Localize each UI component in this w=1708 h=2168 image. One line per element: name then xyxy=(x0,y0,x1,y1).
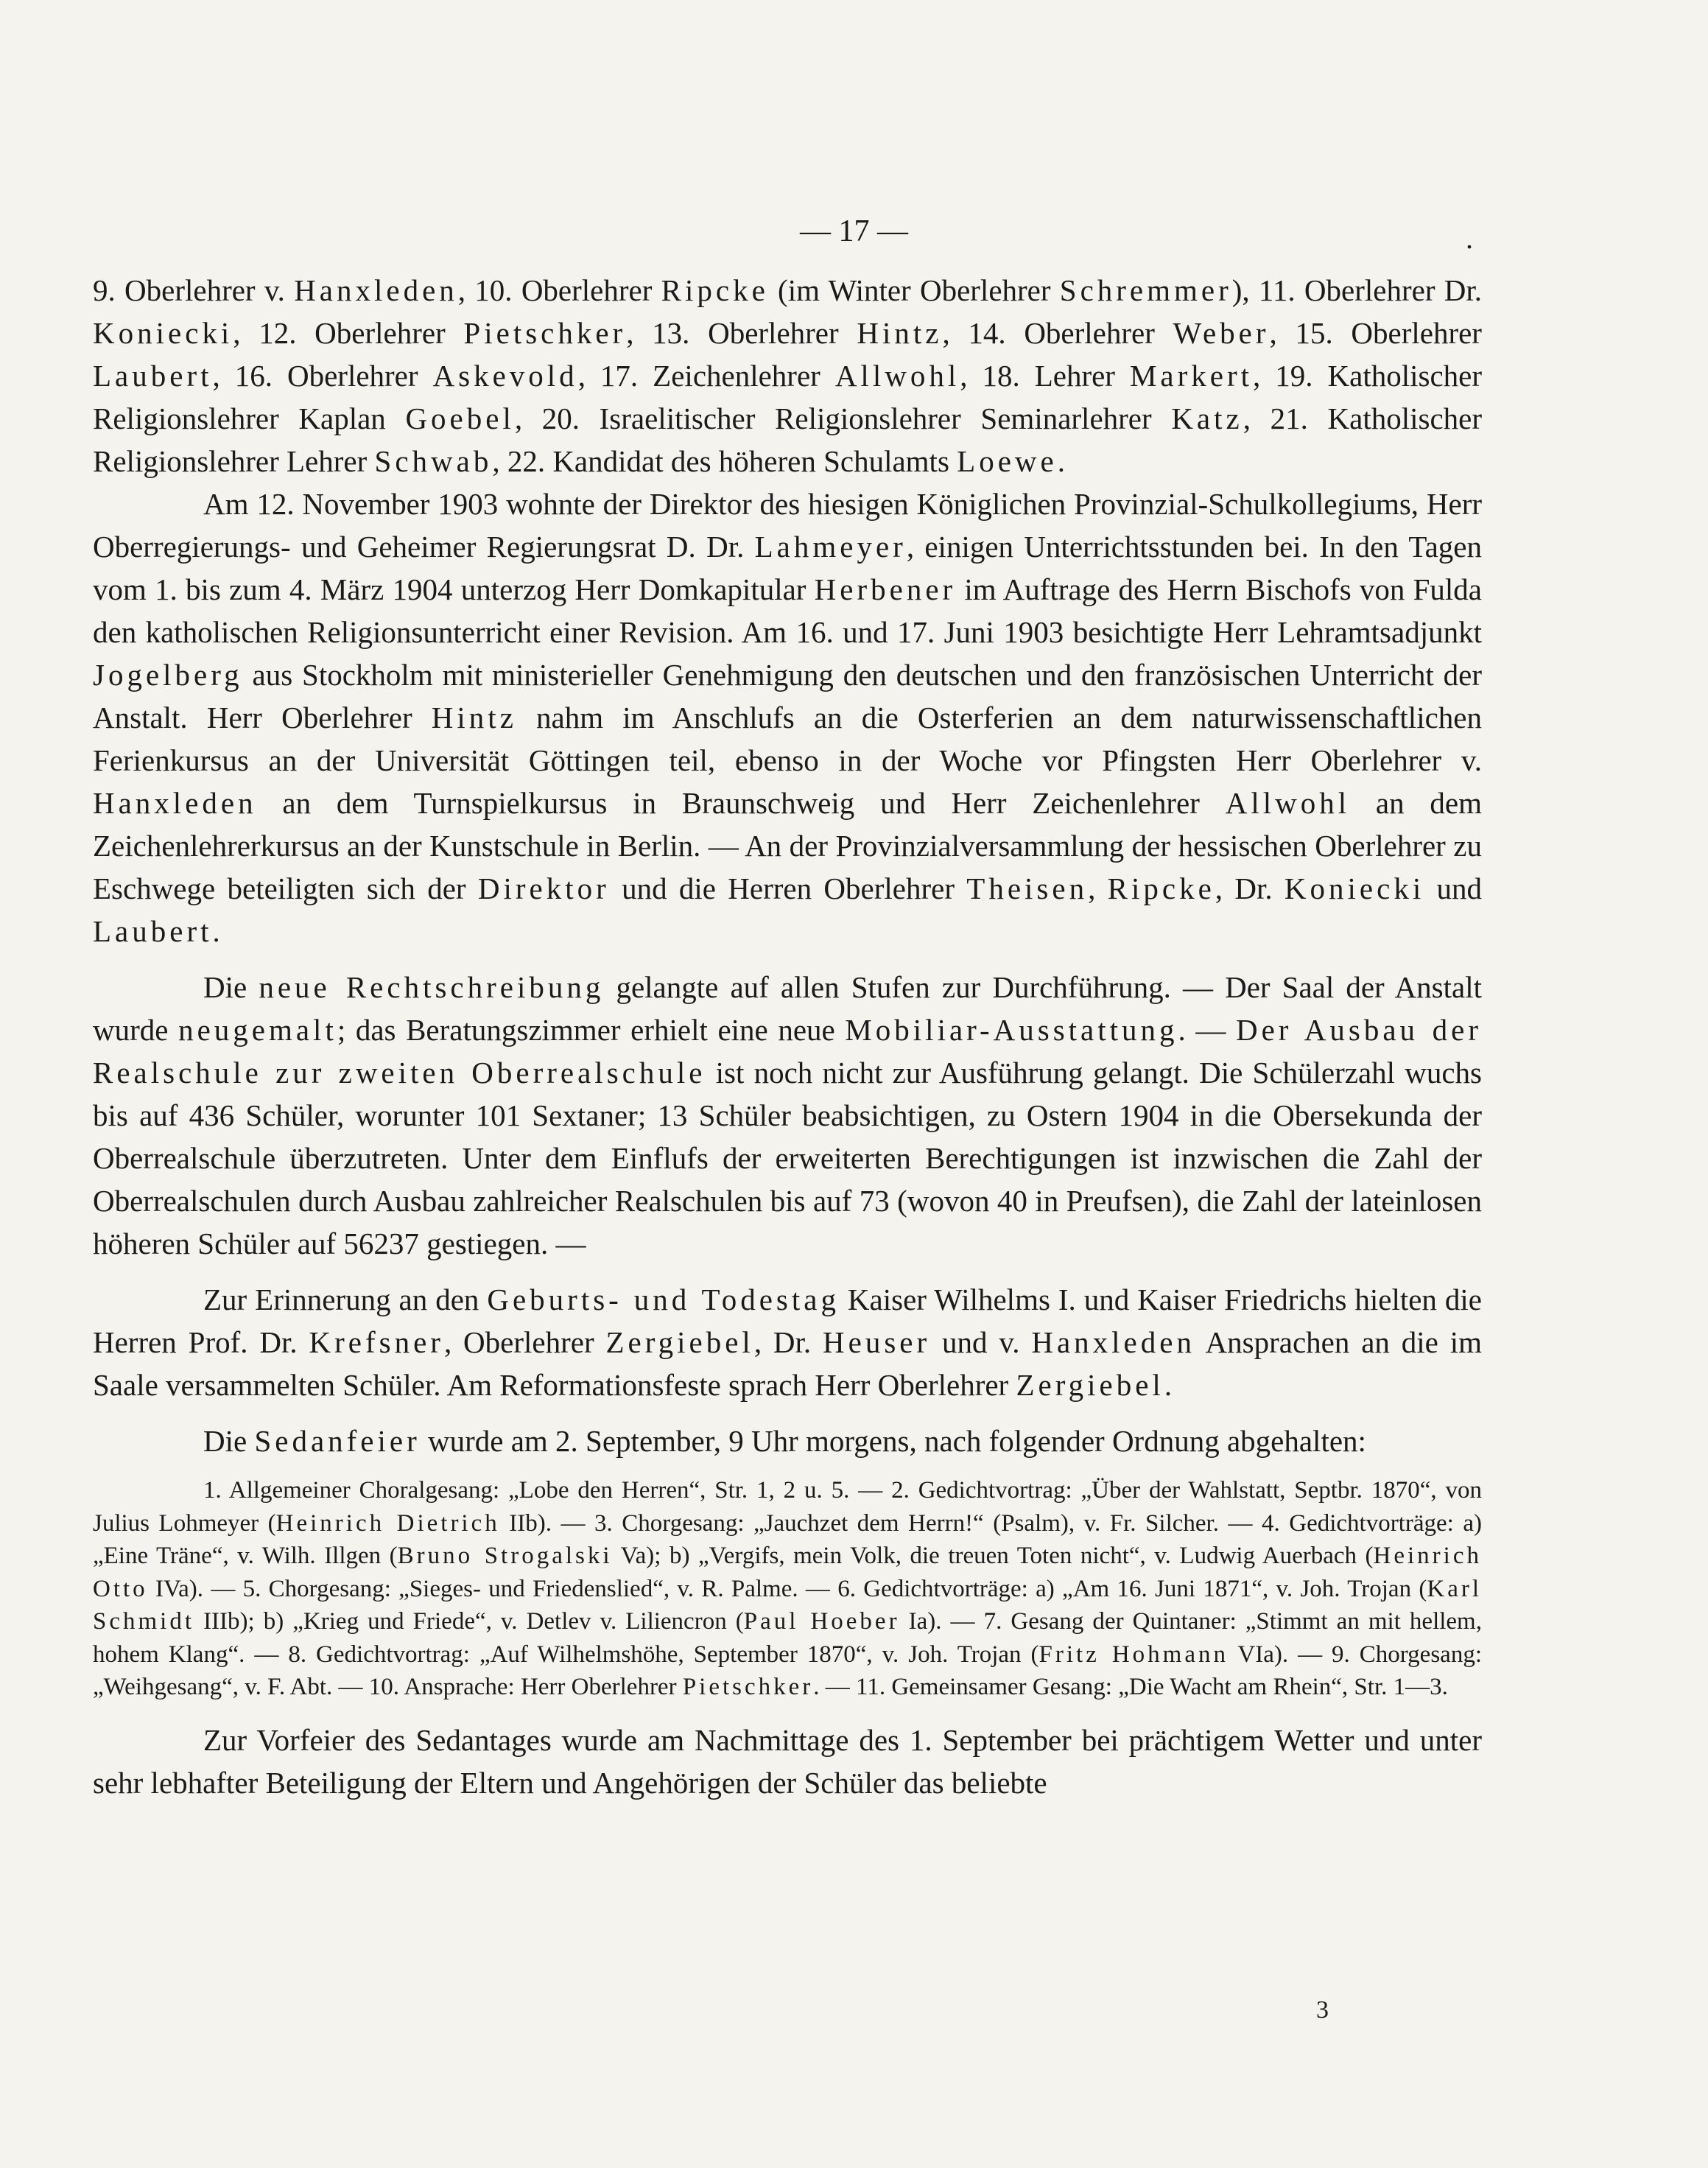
staff-list-paragraph: 9. Oberlehrer v. Hanxleden, 10. Oberlehrer Ripcke (im Winter Oberlehrer Schremmer), 11. Oberlehrer Dr. Koniecki, 12. Oberlehrer Pietschker, 13. Oberlehrer Hintz, 14. Oberlehrer Weber, 15. Oberlehrer Laubert, 16. Oberlehrer Askevold, 17. Zeichenlehrer Allwohl, 18. Lehrer Markert, 19. Katholischer Religionslehrer Kaplan Goebel, 20. Israelitischer Religionslehrer Seminarlehrer Katz, 21. Katholischer Religionslehrer Lehrer Schwab, 22. Kandidat des höheren Schulamts Loewe. xyxy=(93,273,1483,478)
signature-number: 3 xyxy=(1316,1996,1329,2024)
vorfeier-paragraph: Zur Vorfeier des Sedantages wurde am Nachmittage des 1. September bei prächtigem Wetter und unter sehr lebhafter Beteiligung der Eltern und Angehörigen der Schüler das beliebte xyxy=(93,1722,1482,1800)
program-list: 1. Allgemeiner Choralgesang: „Lobe den Herren“, Str. 1, 2 u. 5. — 2. Gedichtvortrag: „Über der Wahlstatt, Septbr. 1870“, von Julius Lohmeyer (Heinrich Dietrich IIb). — 3. Chorgesang: „Jauchzet dem Herrn!“ (Psalm), v. Fr. Silcher. — 4. Gedichtvorträge: a) „Eine Träne“, v. Wilh. Illgen (Bruno Strogalski Va); b) „Vergifs, mein Volk, die treuen Toten nicht“, v. Ludwig Auerbach (Heinrich Otto IVa). — 5. Chorgesang: „Sieges- und Friedenslied“, v. R. Palme. — 6. Gedichtvorträge: a) „Am 16. Juni 1871“, v. Joh. Trojan (Karl Schmidt IIIb); b) „Krieg und Friede“, v. Detlev v. Liliencron (Paul Hoeber Ia). — 7. Gesang der Quintaner: „Stimmt an mit hellem, hohem Klang“. — 8. Gedichtvortrag: „Auf Wilhelmshöhe, September 1870“, v. Joh. Trojan (Fritz Hohmann VIa). — 9. Chorgesang: „Weihgesang“, v. F. Abt. — 10. Ansprache: Herr Oberlehrer Pietschker. — 11. Gemeinsamer Gesang: „Die Wacht am Rhein“, Str. 1—3. xyxy=(93,1477,1482,1700)
sedanfeier-paragraph: Die Sedanfeier wurde am 2. September, 9 Uhr morgens, nach folgender Ordnung abgehalten: xyxy=(203,1424,1366,1458)
rechtschreibung-paragraph: Die neue Rechtschreibung gelangte auf allen Stufen zur Durchführung. — Der Saal der Anstalt wurde neugemalt; das Beratungszimmer erhielt eine neue Mobiliar-Ausstattung. — Der Ausbau der Realschule zur zweiten Oberrealschule ist noch nicht zur Ausführung gelangt. Die Schülerzahl wuchs bis auf 436 Schüler, worunter 101 Sextaner; 13 Schüler beabsichtigen, zu Ostern 1904 in die Obersekunda der Oberrealschule überzutreten. Unter dem Einflufs der erweiterten Berechtigungen ist inzwischen die Zahl der Oberrealschulen durch Ausbau zahlreicher Realschulen bis auf 73 (wovon 40 in Preufsen), die Zahl der lateinlosen höheren Schüler auf 56237 gestiegen. — xyxy=(93,970,1483,1260)
memorial-paragraph: Zur Erinnerung an den Geburts- und Todestag Kaiser Wilhelms I. und Kaiser Friedrichs hielten die Herren Prof. Dr. Krefsner, Oberlehrer Zergiebel, Dr. Heuser und v. Hanxleden Ansprachen an die im Saale versammelten Schüler. Am Reformationsfeste sprach Herr Oberlehrer Zergiebel. xyxy=(93,1283,1483,1402)
inspection-paragraph: Am 12. November 1903 wohnte der Direktor des hiesigen Königlichen Provinzial-Schulkollegiums, Herr Oberregierungs- und Geheimer Regierungsrat D. Dr. Lahmeyer, einigen Unterrichtsstunden bei. In den Tagen vom 1. bis zum 4. März 1904 unterzog Herr Domkapitular Herbener im Auftrage des Herrn Bischofs von Fulda den katholischen Religionsunterricht einer Revision. Am 16. und 17. Juni 1903 besichtigte Herr Lehramtsadjunkt Jogelberg aus Stockholm mit ministerieller Genehmigung den deutschen und den französischen Unterricht der Anstalt. Herr Oberlehrer Hintz nahm im Anschlufs an die Osterferien an dem naturwissenschaftlichen Ferienkursus an der Universität Göttingen teil, ebenso in der Woche vor Pfingsten Herr Oberlehrer v. Hanxleden an dem Turnspielkursus in Braunschweig und Herr Zeichenlehrer Allwohl an dem Zeichenlehrerkursus an der Kunstschule in Berlin. — An der Provinzialversammlung der hessischen Oberlehrer zu Eschwege beteiligten sich der Direktor und die Herren Oberlehrer Theisen, Ripcke, Dr. Koniecki und Laubert. xyxy=(93,487,1483,948)
page-body xyxy=(93,269,1482,1804)
page-number: — 17 — xyxy=(800,214,908,248)
corner-dot: . xyxy=(1466,222,1473,255)
